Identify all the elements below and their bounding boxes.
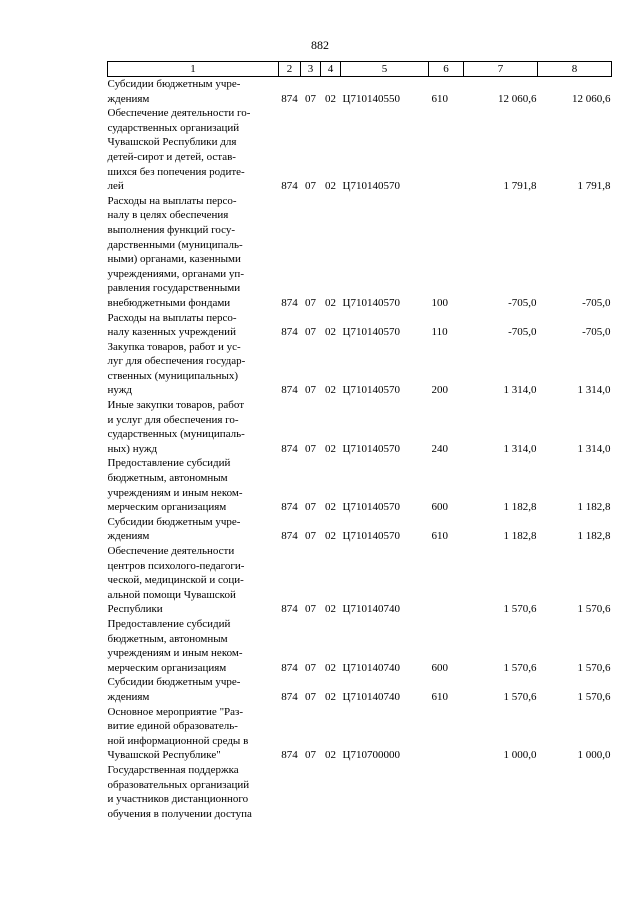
table-row (108, 705, 612, 763)
row-amount-col8: 1 314,0 (577, 442, 611, 455)
row-subsection: 02 (325, 603, 336, 616)
row-name: Субсидии бюджетным учре- ждениям (107, 515, 241, 543)
row-name: Расходы на выплаты персо- налу казенных учреждений (107, 311, 237, 339)
row-amount-col7: 1 791,8 (503, 180, 537, 193)
row-amount-col8: 12 060,6 (572, 92, 611, 105)
row-subsection: 02 (325, 749, 336, 762)
row-amount-col7: 1 182,8 (503, 501, 537, 514)
row-name: Обеспечение деятельности центров психолого-педагоги- ческой, медицинской и соци- альной помощи Чувашской Республики (107, 545, 245, 616)
row-ministry-code: 874 (281, 180, 298, 193)
row-target-article (341, 763, 429, 821)
row-amount-col8: 1 000,0 (577, 749, 611, 762)
row-section: 07 (305, 326, 316, 339)
row-expense-type: 600 (431, 661, 448, 674)
header-col-8: 8 (538, 62, 612, 77)
header-row (108, 62, 612, 77)
row-amount-col7: -705,0 (508, 296, 537, 309)
row-target-article: Ц710140570 (342, 296, 400, 309)
table-row (108, 617, 612, 675)
row-subsection: 02 (325, 296, 336, 309)
row-expense-type: 240 (431, 442, 448, 455)
budget-table (107, 61, 612, 821)
row-subsection (321, 763, 341, 821)
row-section: 07 (305, 384, 316, 397)
row-section: 07 (305, 501, 316, 514)
row-ministry-code: 874 (281, 603, 298, 616)
row-section: 07 (305, 296, 316, 309)
header-col-7: 7 (464, 62, 538, 77)
row-name: Субсидии бюджетным учре- ждениям (107, 676, 241, 703)
row-section: 07 (305, 661, 316, 674)
header-col-2: 2 (279, 62, 301, 77)
row-subsection: 02 (325, 92, 336, 105)
row-section: 07 (305, 749, 316, 762)
row-name: Иные закупки товаров, работ и услуг для обеспечения го- сударственных (муниципаль- ных) нужд (107, 399, 245, 455)
header-col-3: 3 (301, 62, 321, 77)
row-expense-type: 610 (431, 530, 448, 543)
row-amount-col8: 1 182,8 (577, 530, 611, 543)
table-row (108, 544, 612, 617)
row-section: 07 (305, 603, 316, 616)
page-number: 882 (311, 38, 329, 52)
row-amount-col7: -705,0 (508, 326, 537, 339)
table-row (108, 456, 612, 514)
row-name: Государственная поддержка образовательных организаций и участников дистанционного обучения в получении доступа (107, 763, 252, 820)
row-expense-type: 100 (431, 296, 448, 309)
table-body (108, 77, 612, 822)
row-subsection: 02 (325, 530, 336, 543)
row-expense-type (429, 705, 464, 763)
row-amount-col8 (538, 763, 612, 821)
row-ministry-code: 874 (281, 661, 298, 674)
row-ministry-code: 874 (281, 501, 298, 514)
row-amount-col7: 1 570,6 (503, 690, 537, 703)
row-amount-col8: 1 570,6 (577, 690, 611, 703)
row-subsection: 02 (325, 180, 336, 193)
row-target-article: Ц710140570 (342, 384, 400, 397)
row-expense-type: 610 (431, 92, 448, 105)
row-name: Обеспечение деятельности го- сударственных организаций Чувашской Республики для детей-сирот и детей, остав- шихся без попечения родите- лей (107, 107, 251, 193)
row-amount-col7: 1 570,6 (503, 603, 537, 616)
table-row (108, 311, 612, 340)
table-header (108, 62, 612, 77)
row-amount-col8: 1 314,0 (577, 384, 611, 397)
row-expense-type: 200 (431, 384, 448, 397)
header-col-5: 5 (341, 62, 429, 77)
row-ministry-code: 874 (281, 690, 298, 703)
row-name: Предоставление субсидий бюджетным, автономным учреждениям и иным неком- мерческим организациям (107, 457, 243, 514)
row-section: 07 (305, 442, 316, 455)
row-target-article: Ц710140740 (342, 690, 400, 703)
row-target-article: Ц710700000 (342, 749, 400, 762)
row-amount-col8: 1 570,6 (577, 661, 611, 674)
row-amount-col7: 12 060,6 (498, 92, 537, 105)
row-ministry-code: 874 (281, 296, 298, 309)
table-row (108, 194, 612, 311)
header-col-1: 1 (108, 62, 279, 77)
row-name: Субсидии бюджетным учре- ждениям (107, 78, 241, 105)
row-subsection: 02 (325, 384, 336, 397)
row-expense-type: 610 (431, 690, 448, 703)
table-row (108, 763, 612, 821)
row-section: 07 (305, 690, 316, 703)
row-ministry-code: 874 (281, 326, 298, 339)
row-amount-col8: 1 791,8 (577, 180, 611, 193)
row-amount-col7: 1 182,8 (503, 530, 537, 543)
row-ministry-code: 874 (281, 749, 298, 762)
row-expense-type (429, 106, 464, 194)
row-ministry-code: 874 (281, 530, 298, 543)
header-col-4: 4 (321, 62, 341, 77)
row-expense-type (429, 763, 464, 821)
row-subsection: 02 (325, 326, 336, 339)
row-ministry-code (279, 763, 301, 821)
row-amount-col8: 1 570,6 (577, 603, 611, 616)
row-amount-col7: 1 314,0 (503, 442, 537, 455)
row-section: 07 (305, 180, 316, 193)
header-col-6: 6 (429, 62, 464, 77)
row-subsection: 02 (325, 690, 336, 703)
row-amount-col7: 1 000,0 (503, 749, 537, 762)
row-ministry-code: 874 (281, 92, 298, 105)
table-row (108, 340, 612, 398)
row-name: Расходы на выплаты персо- налу в целях обеспечения выполнения функций госу- дарственными (муниципаль- ными) органами, казенными учреждениями, органами уп- равления государственными внебюджетными фондами (107, 194, 244, 309)
row-target-article: Ц710140740 (342, 661, 400, 674)
row-subsection: 02 (325, 442, 336, 455)
table-row (108, 515, 612, 544)
row-amount-col7: 1 314,0 (503, 384, 537, 397)
row-section: 07 (305, 530, 316, 543)
row-name: Предоставление субсидий бюджетным, автономным учреждениям и иным неком- мерческим организациям (107, 617, 243, 674)
row-target-article: Ц710140570 (342, 326, 400, 339)
row-amount-col7: 1 570,6 (503, 661, 537, 674)
row-amount-col8: -705,0 (582, 296, 611, 309)
row-expense-type (429, 544, 464, 617)
row-section (301, 763, 321, 821)
row-target-article: Ц710140570 (342, 501, 400, 514)
row-target-article: Ц710140570 (342, 442, 400, 455)
row-expense-type: 600 (431, 501, 448, 514)
row-target-article: Ц710140570 (342, 180, 400, 193)
row-subsection: 02 (325, 501, 336, 514)
row-subsection: 02 (325, 661, 336, 674)
row-amount-col7 (464, 763, 538, 821)
row-amount-col8: -705,0 (582, 326, 611, 339)
row-name: Закупка товаров, работ и ус- луг для обеспечения государ- ственных (муниципальных) нужд (107, 340, 246, 397)
row-section: 07 (305, 92, 316, 105)
row-target-article: Ц710140570 (342, 530, 400, 543)
row-ministry-code: 874 (281, 384, 298, 397)
table-row (108, 398, 612, 456)
row-ministry-code: 874 (281, 442, 298, 455)
row-amount-col8: 1 182,8 (577, 501, 611, 514)
table-row (108, 675, 612, 704)
row-target-article: Ц710140740 (342, 603, 400, 616)
row-expense-type: 110 (431, 326, 448, 339)
row-name: Основное мероприятие "Раз- витие единой образователь- ной информационной среды в Чувашской Республике" (107, 705, 249, 762)
row-target-article: Ц710140550 (342, 92, 400, 105)
table-row (108, 106, 612, 194)
table-row (108, 77, 612, 107)
